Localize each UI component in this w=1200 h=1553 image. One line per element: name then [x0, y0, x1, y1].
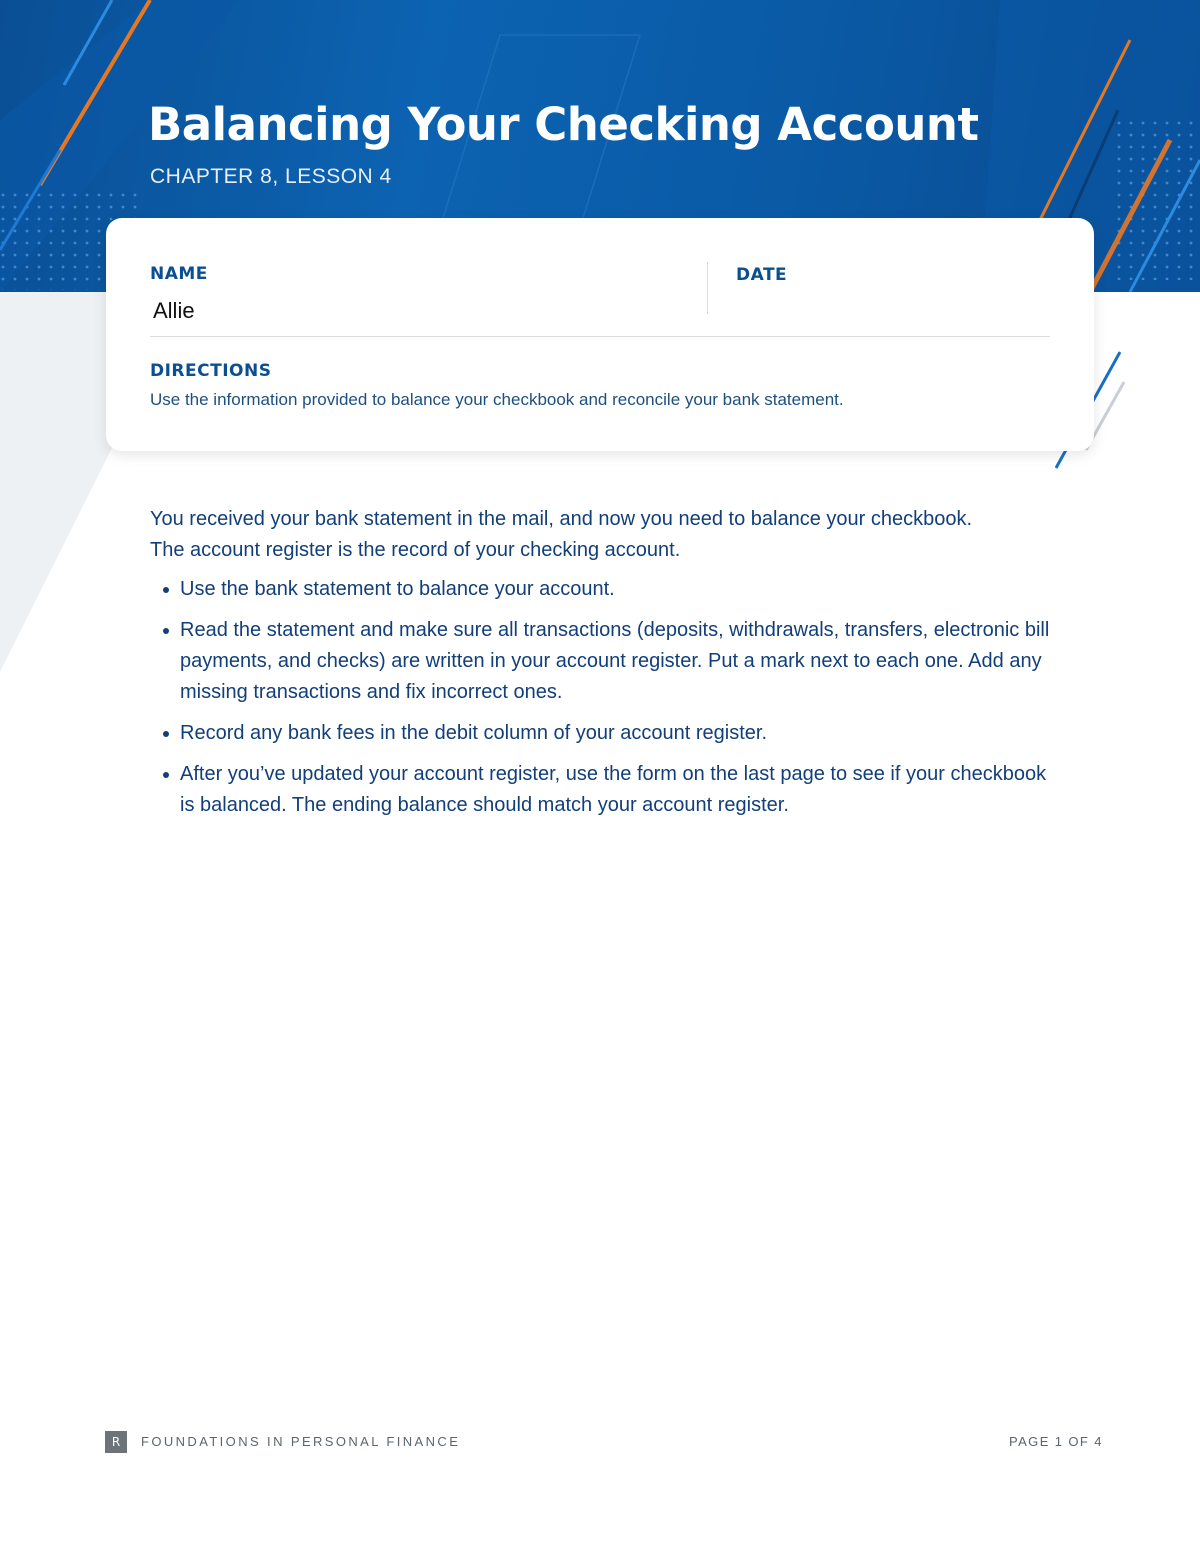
list-item — [160, 574, 1060, 605]
name-label: NAME — [150, 264, 208, 284]
intro-line-1: You received your bank statement in the mail, and now you need to balance your checkbook. — [150, 508, 973, 530]
field-divider — [707, 262, 708, 314]
page-title: Balancing Your Checking Account — [148, 98, 979, 151]
publication-name: FOUNDATIONS IN PERSONAL FINANCE — [141, 1434, 461, 1449]
chapter-lesson-subtitle: CHAPTER 8, LESSON 4 — [150, 165, 392, 188]
list-item-text: Record any bank fees in the debit column of your account register. — [180, 722, 768, 744]
list-item — [160, 759, 1060, 821]
directions-label: DIRECTIONS — [150, 361, 272, 381]
list-item-text: After you’ve updated your account register, use the form on the last page to see if your checkbook is balanced. The ending balance should match your account register. — [180, 763, 1047, 816]
bullet-icon — [163, 587, 169, 593]
list-item — [160, 718, 1060, 749]
bullet-icon — [163, 731, 169, 737]
page-number: PAGE 1 OF 4 — [1009, 1434, 1103, 1449]
instruction-list — [160, 574, 1060, 831]
bullet-icon — [163, 628, 169, 634]
section-divider — [150, 336, 1050, 337]
list-item — [160, 615, 1060, 708]
date-label: DATE — [736, 265, 788, 285]
list-item-text: Use the bank statement to balance your account. — [180, 578, 615, 600]
intro-line-2: The account register is the record of your checking account. — [150, 539, 681, 561]
publisher-logo-icon: R — [105, 1431, 127, 1453]
intro-paragraph — [150, 504, 1070, 566]
name-field[interactable]: Allie — [153, 298, 195, 323]
directions-text: Use the information provided to balance your checkbook and reconcile your bank statement. — [150, 390, 844, 409]
bullet-icon — [163, 772, 169, 778]
list-item-text: Read the statement and make sure all transactions (deposits, withdrawals, transfers, electronic bill payments, and checks) are written in your account register. Put a mark next to each one. Add any missing transactions and fix incorrect ones. — [180, 619, 1050, 703]
student-info-card — [106, 218, 1094, 451]
